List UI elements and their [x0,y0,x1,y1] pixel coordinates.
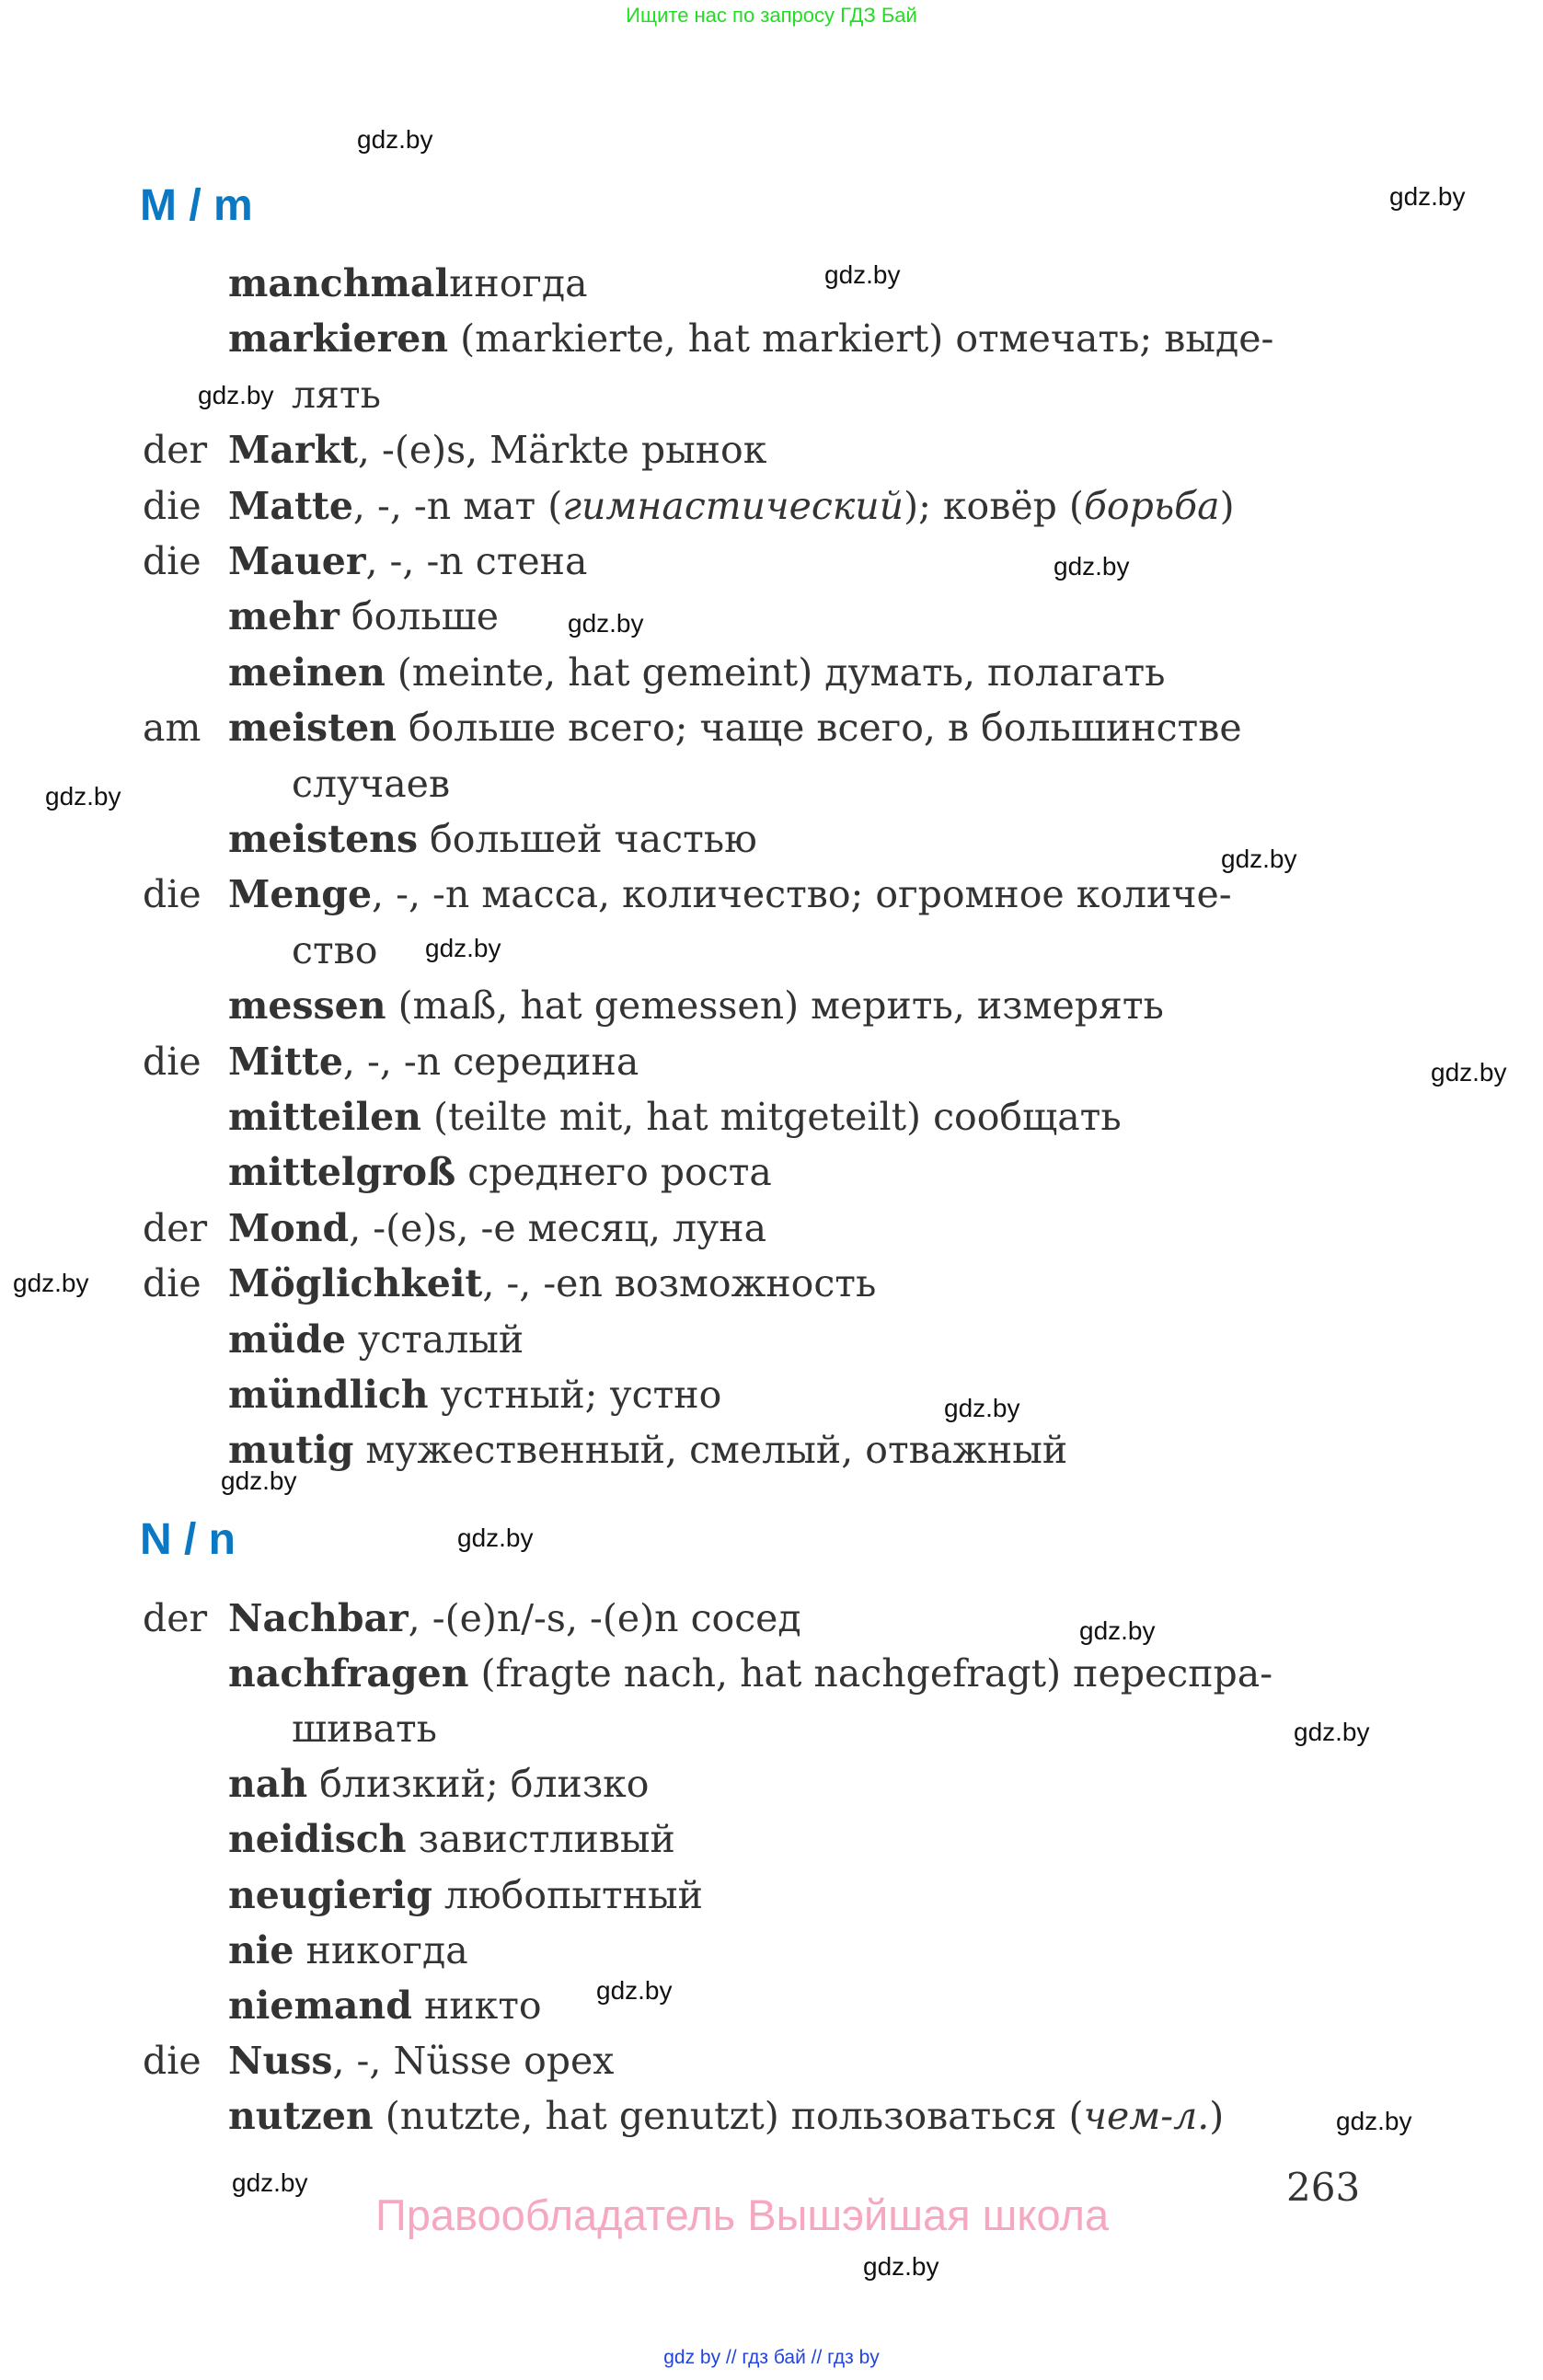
dictionary-entry [143,2088,1366,2144]
dictionary-entry [143,2033,1366,2088]
entry-translation: думать, полагать [812,650,1166,695]
entry-translation: сообщать [921,1095,1122,1139]
entry-translation: среднего роста [455,1150,772,1195]
dictionary-entry [143,589,1366,644]
dictionary-entry [143,867,1366,922]
entry-headword: nutzen [228,2093,374,2138]
dictionary-entry [143,1868,1366,1923]
dictionary-entry [143,1144,1366,1200]
entry-body [228,1089,1122,1144]
entry-tail: ); ковёр ( [904,483,1084,528]
entry-headword: manchmal [228,261,450,305]
watermark: gdz.by [1389,182,1466,211]
entry-translation: пользоваться ( [778,2093,1084,2138]
watermark: gdz.by [944,1394,1020,1422]
entry-translation: близкий; близко [307,1762,650,1807]
entry-translation: стена [463,539,588,583]
entry-headword: meisten [228,706,397,751]
entry-body [228,811,757,867]
watermark: gdz.by [357,125,433,154]
entry-body [228,1144,772,1200]
entry-article: die [143,539,202,583]
entry-translation: усталый [345,1316,524,1362]
entry-headword: Nuss [228,2038,333,2083]
entry-body [228,1256,876,1311]
entry-usage-note: чем-л. [1083,2093,1210,2138]
entry-headword: Matte [228,483,353,528]
entry-grammar: (teilte mit, hat mitgeteilt) [420,1095,922,1139]
entry-translation: сосед [678,1596,801,1640]
page-number: 263 [1286,2165,1361,2210]
entry-grammar: , -, -n [372,872,470,917]
rights-holder-notice: Правообладатель Вышэйшая школа [375,2190,1110,2239]
watermark: gdz.by [425,934,501,962]
entry-headword: neidisch [228,1817,407,1862]
entry-body [228,1646,1272,1701]
entry-headword: Mitte [228,1039,343,1084]
entry-article: am [143,706,202,751]
entry-continuation: ство [292,927,378,972]
watermark: gdz.by [45,782,121,811]
entry-translation: устный; устно [428,1373,722,1417]
entry-body [228,311,1273,366]
watermark: gdz.by [457,1523,534,1552]
entry-headword: Mond [228,1205,350,1250]
dictionary-entry [143,1811,1366,1867]
entry-body [228,645,1165,700]
dictionary-entry [143,534,1366,589]
entry-body [228,1868,703,1923]
watermark: gdz.by [568,609,644,638]
footer-links[interactable]: gdz by // гдз бай // гдз by [663,2347,880,2368]
entry-grammar: , -, -n [365,539,464,583]
entry-body [228,1591,801,1646]
entry-headword: mehr [228,594,340,639]
entry-body [228,478,1235,534]
entry-headword: nah [228,1762,308,1807]
entry-translation: переспра- [1061,1651,1273,1696]
entry-headword: Nachbar [228,1596,409,1640]
entry-continuation: шивать [292,1707,437,1752]
entry-translation: завистливый [406,1817,675,1862]
entry-tail: ) [1219,483,1235,528]
watermark: gdz.by [1221,845,1297,873]
watermark: gdz.by [863,2252,939,2281]
entry-translation: иногда [449,261,588,305]
dictionary-entry [143,1923,1366,1978]
entry-grammar: (fragte nach, hat nachgefragt) [468,1651,1062,1696]
entry-headword: Möglichkeit [228,1261,483,1306]
dictionary-entry [143,1089,1366,1144]
dictionary-entry [143,1034,1366,1089]
entry-translation: масса, количество; огромное количе- [469,872,1232,917]
entry-body [228,534,587,589]
dictionary-entry [143,811,1366,867]
entry-body [228,1312,524,1367]
entry-article: der [143,428,208,473]
watermark: gdz.by [1294,1718,1370,1746]
watermark: gdz.by [1079,1616,1156,1645]
entry-headword: müde [228,1316,346,1362]
entry-body [228,2033,614,2088]
entry-translation: середина [441,1039,639,1084]
entry-article: die [143,1261,202,1306]
entry-grammar: , -(e)n/-s, -(e)n [408,1596,679,1640]
entry-grammar: , -(e)s, Märkte [357,428,629,473]
entry-body [228,867,1232,922]
entry-grammar: (markierte, hat markiert) [448,316,944,362]
entry-body [228,1811,675,1867]
entry-headword: Mauer [228,539,366,583]
watermark: gdz.by [596,1976,673,2005]
dictionary-entry [143,1256,1366,1311]
entry-body [228,1422,1067,1477]
entry-translation: месяц, луна [515,1205,767,1250]
entry-grammar: , -(e)s, -e [349,1205,516,1250]
watermark: gdz.by [1431,1058,1507,1087]
entry-usage-note: гимнастический [562,483,904,528]
watermark: gdz.by [221,1466,297,1495]
watermark: gdz.by [1336,2107,1412,2135]
entry-body [228,2088,1224,2144]
entry-translation: любопытный [432,1872,703,1917]
entry-body [228,1201,766,1256]
entry-translation: отмечать; выде- [943,316,1274,362]
watermark: gdz.by [13,1269,89,1297]
entry-headword: mitteilen [228,1095,421,1139]
dictionary-entry [143,1312,1366,1367]
search-banner: Ищите нас по запросу ГДЗ Бай [626,4,917,27]
entry-headword: messen [228,983,386,1029]
entry-headword: mittelgroß [228,1150,456,1195]
entry-translation: мерить, измерять [799,983,1164,1029]
entry-headword: nachfragen [228,1651,469,1696]
entry-grammar: , -, -n [342,1039,442,1084]
watermark: gdz.by [198,381,274,409]
entry-grammar: (meinte, hat gemeint) [385,650,813,695]
entry-body [228,1923,468,1978]
entry-headword: Markt [228,428,358,473]
dictionary-entry [143,1367,1366,1422]
entry-grammar: , -, Nüsse [332,2038,512,2083]
entry-grammar: (nutzte, hat genutzt) [373,2093,779,2138]
entry-headword: mündlich [228,1373,429,1417]
entry-tail: ) [1209,2093,1225,2138]
entry-headword: neugierig [228,1872,432,1917]
entry-body [228,589,499,644]
entry-headword: Menge [228,872,373,917]
watermark: gdz.by [1054,552,1130,581]
entry-grammar: , -, -en [482,1261,603,1306]
entry-body [228,1034,639,1089]
entry-body [228,1756,650,1811]
section-heading-m: M / m [140,181,253,230]
dictionary-entry [143,1591,1366,1646]
entry-translation: мужественный, смелый, отважный [353,1428,1068,1473]
entry-continuation: случаев [292,761,451,806]
dictionary-entry [143,1978,1366,2033]
dictionary-entry [143,422,1366,477]
entry-translation: никогда [294,1927,468,1972]
entry-translation: возможность [602,1261,877,1306]
entry-translation: орех [512,2038,615,2083]
entry-headword: markieren [228,316,449,362]
entry-usage-note: борьба [1083,483,1220,528]
dictionary-entry [143,1756,1366,1811]
entry-headword: meistens [228,817,419,861]
entry-headword: nie [228,1927,294,1972]
entry-translation: рынок [628,428,767,473]
entry-body [228,1367,721,1422]
entry-body [228,422,766,477]
entry-grammar: , -, -n [352,483,452,528]
dictionary-entry [143,700,1366,755]
entry-body [228,1978,542,2033]
entry-article: die [143,483,202,528]
dictionary-entry [143,311,1366,366]
entry-headword: mutig [228,1428,354,1473]
entry-article: die [143,872,202,917]
entry-translation: никто [411,1983,542,2028]
entry-body [228,700,1242,755]
entry-body [228,978,1164,1033]
entry-translation: большей частью [418,817,757,861]
dictionary-entry [143,645,1366,700]
entry-headword: niemand [228,1983,412,2028]
dictionary-entry [143,978,1366,1033]
dictionary-entry [143,1201,1366,1256]
entry-article: der [143,1596,208,1640]
entry-headword: meinen [228,650,386,695]
watermark: gdz.by [232,2168,308,2197]
section-heading-n: N / n [140,1515,236,1564]
dictionary-entry [143,478,1366,534]
entry-translation: больше [339,594,500,639]
entry-continuation: лять [292,372,381,417]
entry-article: die [143,2038,202,2083]
entry-article: die [143,1039,202,1084]
entry-body [228,256,588,311]
entry-translation: мат ( [451,483,563,528]
entry-grammar: (maß, hat gemessen) [386,983,800,1029]
watermark: gdz.by [824,260,901,289]
dictionary-entry [143,256,1366,311]
entry-translation: больше всего; чаще всего, в большинстве [396,706,1242,751]
dictionary-entry [143,1646,1366,1701]
entry-article: der [143,1205,208,1250]
dictionary-entry [143,1422,1366,1477]
